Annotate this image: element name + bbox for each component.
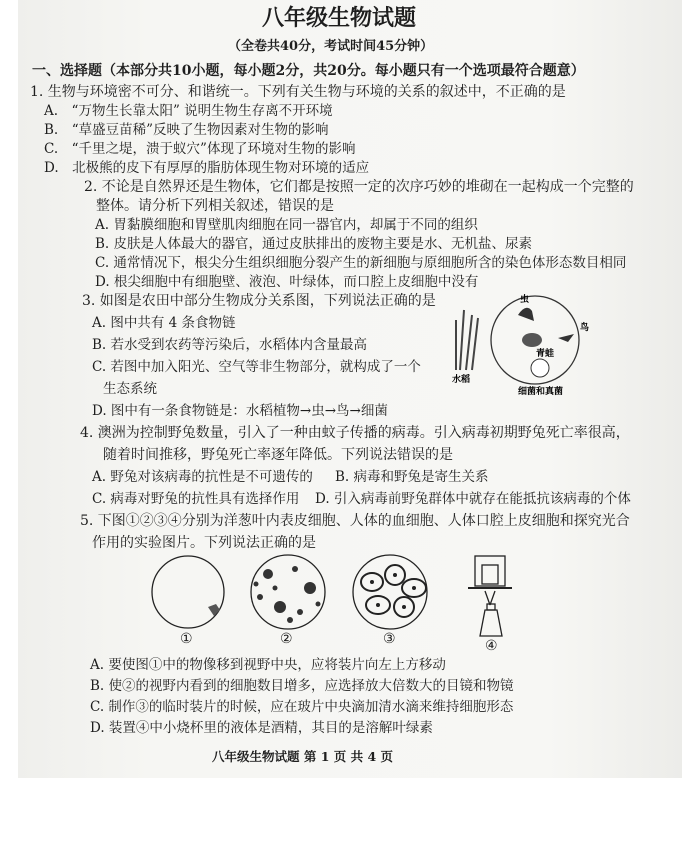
- q3-stem: 3. 如图是农田中部分生物成分关系图，下列说法正确的是: [82, 293, 436, 309]
- q5-option-a: A. 要使图①中的物像移到视野中央，应将装片向左上方移动: [90, 657, 446, 673]
- q1-option-c: C. “千里之堤，溃于蚁穴”体现了环境对生物的影响: [44, 141, 356, 157]
- q4-stem-cont: 随着时间推移，野兔死亡率逐年降低。下列说法错误的是: [103, 447, 453, 463]
- q4-option-d: D. 引入病毒前野兔群体中就存在能抵抗该病毒的个体: [315, 491, 631, 507]
- section-header: 一、选择题（本部分共10小题，每小题2分，共20分。每小题只有一个选项最符合题意）: [32, 63, 585, 79]
- figure-label-3: ③: [383, 631, 396, 647]
- onion-cell-view: [152, 556, 224, 628]
- q5-option-b: B. 使②的视野内看到的细胞数目增多，应选择放大倍数大的目镜和物镜: [90, 678, 514, 694]
- q2-option-b: B. 皮肤是人体最大的器官，通过皮肤排出的废物主要是水、无机盐、尿素: [95, 236, 533, 252]
- food-web-diagram: [450, 290, 600, 400]
- q1-option-a: A. “万物生长靠太阳” 说明生物生存离不开环境: [44, 103, 333, 119]
- q4-option-b: B. 病毒和野兔是寄生关系: [335, 469, 489, 485]
- q5-option-c: C. 制作③的临时装片的时候，应在玻片中央滴加清水滴来维持细胞形态: [90, 699, 514, 715]
- label-insect: 虫: [520, 295, 530, 305]
- q1-stem: 1. 生物与环境密不可分、和谐统一。下列有关生物与环境的关系的叙述中，不正确的是: [30, 84, 566, 100]
- q2-option-a: A. 胃黏膜细胞和胃壁肌肉细胞在同一器官内，却属于不同的组织: [95, 217, 478, 233]
- label-bird: 鸟: [580, 323, 590, 333]
- figure-label-1: ①: [180, 631, 193, 647]
- alcohol-lamp-apparatus: [468, 556, 512, 636]
- q4-option-c: C. 病毒对野兔的抗性具有选择作用: [92, 491, 300, 507]
- q2-option-d: D. 根尖细胞中有细胞壁、液泡、叶绿体，而口腔上皮细胞中没有: [95, 274, 479, 290]
- figure-label-2: ②: [280, 631, 293, 647]
- page-footer: 八年级生物试题 第 1 页 共 4 页: [212, 749, 394, 764]
- q3-option-d: D. 图中有一条食物链是：水稻植物→虫→鸟→细菌: [92, 403, 388, 419]
- page-title: 八年级生物试题: [262, 6, 417, 31]
- q5-option-d: D. 装置④中小烧杯里的液体是酒精，其目的是溶解叶绿素: [90, 720, 433, 736]
- q2-option-c: C. 通常情况下，根尖分生组织细胞分裂产生的新细胞与原细胞所含的染色体形态数目相同: [95, 255, 627, 271]
- q1-option-d: D. 北极熊的皮下有厚厚的脂肪体现生物对环境的适应: [44, 160, 370, 176]
- label-decomposer: 细菌和真菌: [518, 387, 564, 397]
- label-rice: 水稻: [452, 375, 471, 385]
- q3-option-a: A. 图中共有 4 条食物链: [92, 315, 236, 331]
- exam-info: （全卷共40分，考试时间45分钟）: [228, 39, 434, 54]
- q3-option-b: B. 若水受到农药等污染后，水稻体内含量最高: [92, 337, 368, 353]
- label-frog: 青蛙: [536, 349, 555, 359]
- q5-stem-cont: 作用的实验图片。下列说法正确的是: [92, 535, 316, 551]
- q2-stem: 2. 不论是自然界还是生物体，它们都是按照一定的次序巧妙的堆砌在一起构成一个完整的: [84, 179, 634, 195]
- q2-stem-cont: 整体。请分析下列相关叙述，错误的是: [96, 198, 334, 214]
- figure-label-4: ④: [485, 638, 498, 654]
- q4-option-a: A. 野兔对该病毒的抗性是不可遗传的: [92, 469, 313, 485]
- q1-option-b: B. “草盛豆苗稀”反映了生物因素对生物的影响: [44, 122, 329, 138]
- q3-option-c-cont: 生态系统: [103, 381, 157, 397]
- q5-stem: 5. 下图①②③④分别为洋葱叶内表皮细胞、人体的血细胞、人体口腔上皮细胞和探究光合: [80, 513, 630, 529]
- q3-option-c: C. 若图中加入阳光、空气等非生物部分，就构成了一个: [92, 359, 421, 375]
- q4-stem: 4. 澳洲为控制野兔数量，引入了一种由蚊子传播的病毒。引入病毒初期野兔死亡率很高，: [80, 425, 630, 441]
